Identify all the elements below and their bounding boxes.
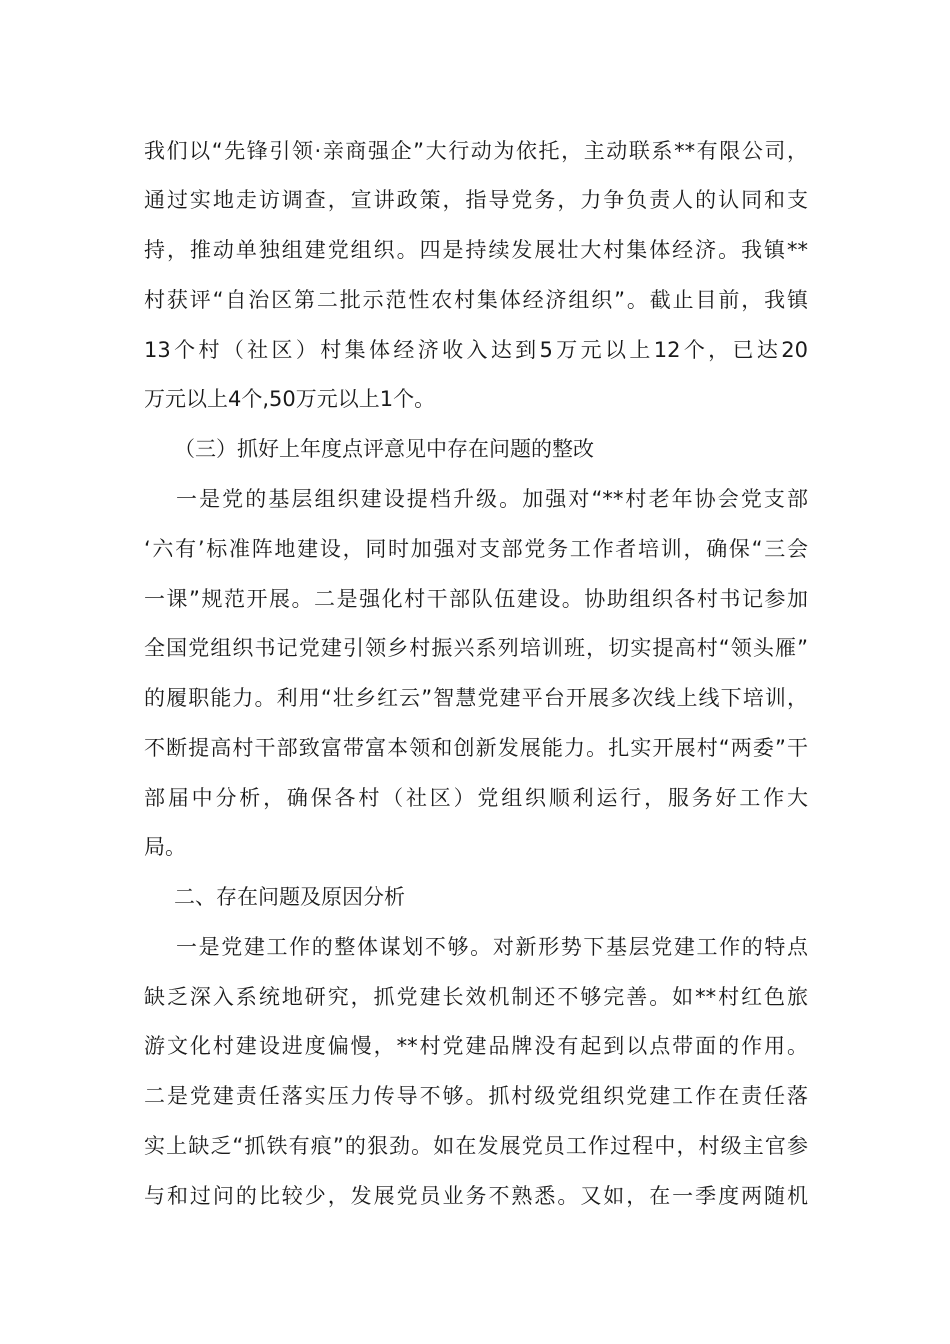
text-line: 我们以“先锋引领·亲商强企”大行动为依托，主动联系**有限公司， xyxy=(144,139,808,163)
text-line: 缺乏深入系统地研究，抓党建长效机制还不够完善。如**村红色旅 xyxy=(144,985,808,1009)
text-line: 持，推动单独组建党组织。四是持续发展壮大村集体经济。我镇** xyxy=(144,238,808,262)
text-line: ‘六有’标准阵地建设，同时加强对支部党务工作者培训，确保“三会 xyxy=(144,537,808,561)
text-line: 一课”规范开展。二是强化村干部队伍建设。协助组织各村书记参加 xyxy=(144,587,808,611)
text-line: 实上缺乏“抓铁有痕”的狠劲。如在发展党员工作过程中，村级主官参 xyxy=(144,1134,808,1158)
text-line: 一是党的基层组织建设提档升级。加强对“**村老年协会党支部 xyxy=(176,487,808,511)
text-line: 与和过问的比较少，发展党员业务不熟悉。又如，在一季度两随机 xyxy=(144,1184,808,1208)
text-line: 的履职能力。利用“壮乡红云”智慧党建平台开展多次线上线下培训， xyxy=(144,686,808,710)
section-heading: 二、存在问题及原因分析 xyxy=(174,885,405,909)
text-line: 全国党组织书记党建引领乡村振兴系列培训班，切实提高村“领头雁” xyxy=(144,636,808,660)
text-line: 二是党建责任落实压力传导不够。抓村级党组织党建工作在责任落 xyxy=(144,1084,808,1108)
section-heading: （三）抓好上年度点评意见中存在问题的整改 xyxy=(174,437,594,461)
text-line: 13个村（社区）村集体经济收入达到5万元以上12个，已达20 xyxy=(144,338,808,362)
text-line: 游文化村建设进度偏慢，**村党建品牌没有起到以点带面的作用。 xyxy=(144,1034,808,1058)
text-line: 一是党建工作的整体谋划不够。对新形势下基层党建工作的特点 xyxy=(176,935,808,959)
text-line: 部届中分析，确保各村（社区）党组织顺利运行，服务好工作大 xyxy=(144,786,808,810)
text-line: 万元以上4个,50万元以上1个。 xyxy=(144,387,436,411)
text-line: 局。 xyxy=(144,835,186,859)
text-line: 村获评“自治区第二批示范性农村集体经济组织”。截止目前，我镇 xyxy=(144,288,808,312)
text-line: 不断提高村干部致富带富本领和创新发展能力。扎实开展村“两委”干 xyxy=(144,736,808,760)
text-line: 通过实地走访调查，宣讲政策，指导党务，力争负责人的认同和支 xyxy=(144,188,808,212)
